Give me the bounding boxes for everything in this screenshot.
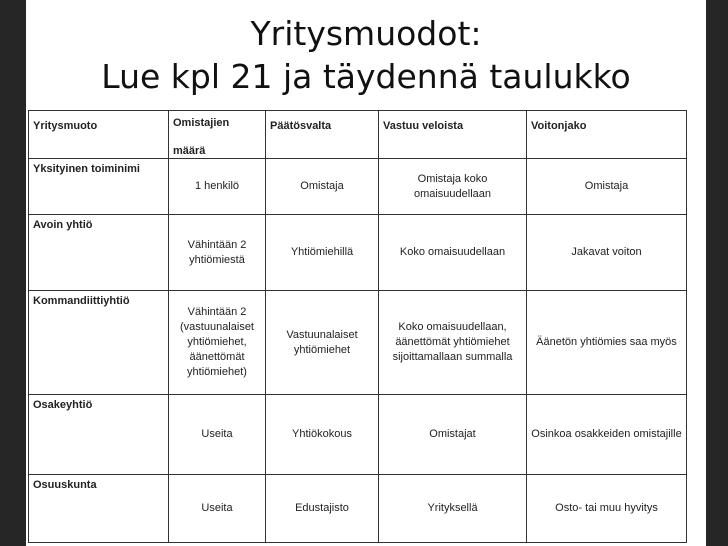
header-owner-count-text: Omistajien määrä	[173, 117, 230, 157]
cell-liability: Omistaja koko omaisuudellaan	[379, 159, 527, 215]
table-header-row	[29, 111, 687, 159]
cell-decision-power: Omistaja	[266, 159, 379, 215]
cell-owner-count: Vähintään 2 (vastuunalaiset yhtiömiehet, äänettömät yhtiömiehet)	[169, 291, 266, 395]
table-row	[29, 291, 687, 395]
cell-profit-sharing: Osto- tai muu hyvitys	[527, 475, 687, 543]
cell-company-form: Osuuskunta	[29, 475, 169, 543]
cell-owner-count: Useita	[169, 395, 266, 475]
cell-company-form: Osakeyhtiö	[29, 395, 169, 475]
cell-profit-sharing: Äänetön yhtiömies saa myös	[527, 291, 687, 395]
header-profit-sharing: Voitonjako	[527, 111, 687, 159]
cell-decision-power: Edustajisto	[266, 475, 379, 543]
table-row	[29, 395, 687, 475]
header-company-form: Yritysmuoto	[29, 111, 169, 159]
cell-liability: Koko omaisuudellaan, äänettömät yhtiömiehet sijoittamallaan summalla	[379, 291, 527, 395]
cell-decision-power: Vastuunalaiset yhtiömiehet	[266, 291, 379, 395]
cell-company-form: Avoin yhtiö	[29, 215, 169, 291]
cell-owner-count: 1 henkilö	[169, 159, 266, 215]
cell-profit-sharing: Osinkoa osakkeiden omistajille	[527, 395, 687, 475]
header-decision-power: Päätösvalta	[266, 111, 379, 159]
cell-company-form: Kommandiittiyhtiö	[29, 291, 169, 395]
company-forms-table	[28, 110, 687, 543]
table-row	[29, 475, 687, 543]
title-line-1: Yritysmuodot:	[250, 14, 482, 53]
cell-profit-sharing: Jakavat voiton	[527, 215, 687, 291]
table-row	[29, 159, 687, 215]
cell-owner-count: Useita	[169, 475, 266, 543]
slide-title	[26, 12, 706, 98]
cell-liability: Koko omaisuudellaan	[379, 215, 527, 291]
table-row	[29, 215, 687, 291]
cell-profit-sharing: Omistaja	[527, 159, 687, 215]
cell-owner-count: Vähintään 2 yhtiömiestä	[169, 215, 266, 291]
cell-decision-power: Yhtiömiehillä	[266, 215, 379, 291]
header-owner-count	[169, 111, 266, 159]
cell-liability: Omistajat	[379, 395, 527, 475]
cell-decision-power: Yhtiökokous	[266, 395, 379, 475]
header-liability: Vastuu veloista	[379, 111, 527, 159]
title-line-2: Lue kpl 21 ja täydennä taulukko	[101, 57, 631, 96]
cell-liability: Yrityksellä	[379, 475, 527, 543]
cell-company-form: Yksityinen toiminimi	[29, 159, 169, 215]
